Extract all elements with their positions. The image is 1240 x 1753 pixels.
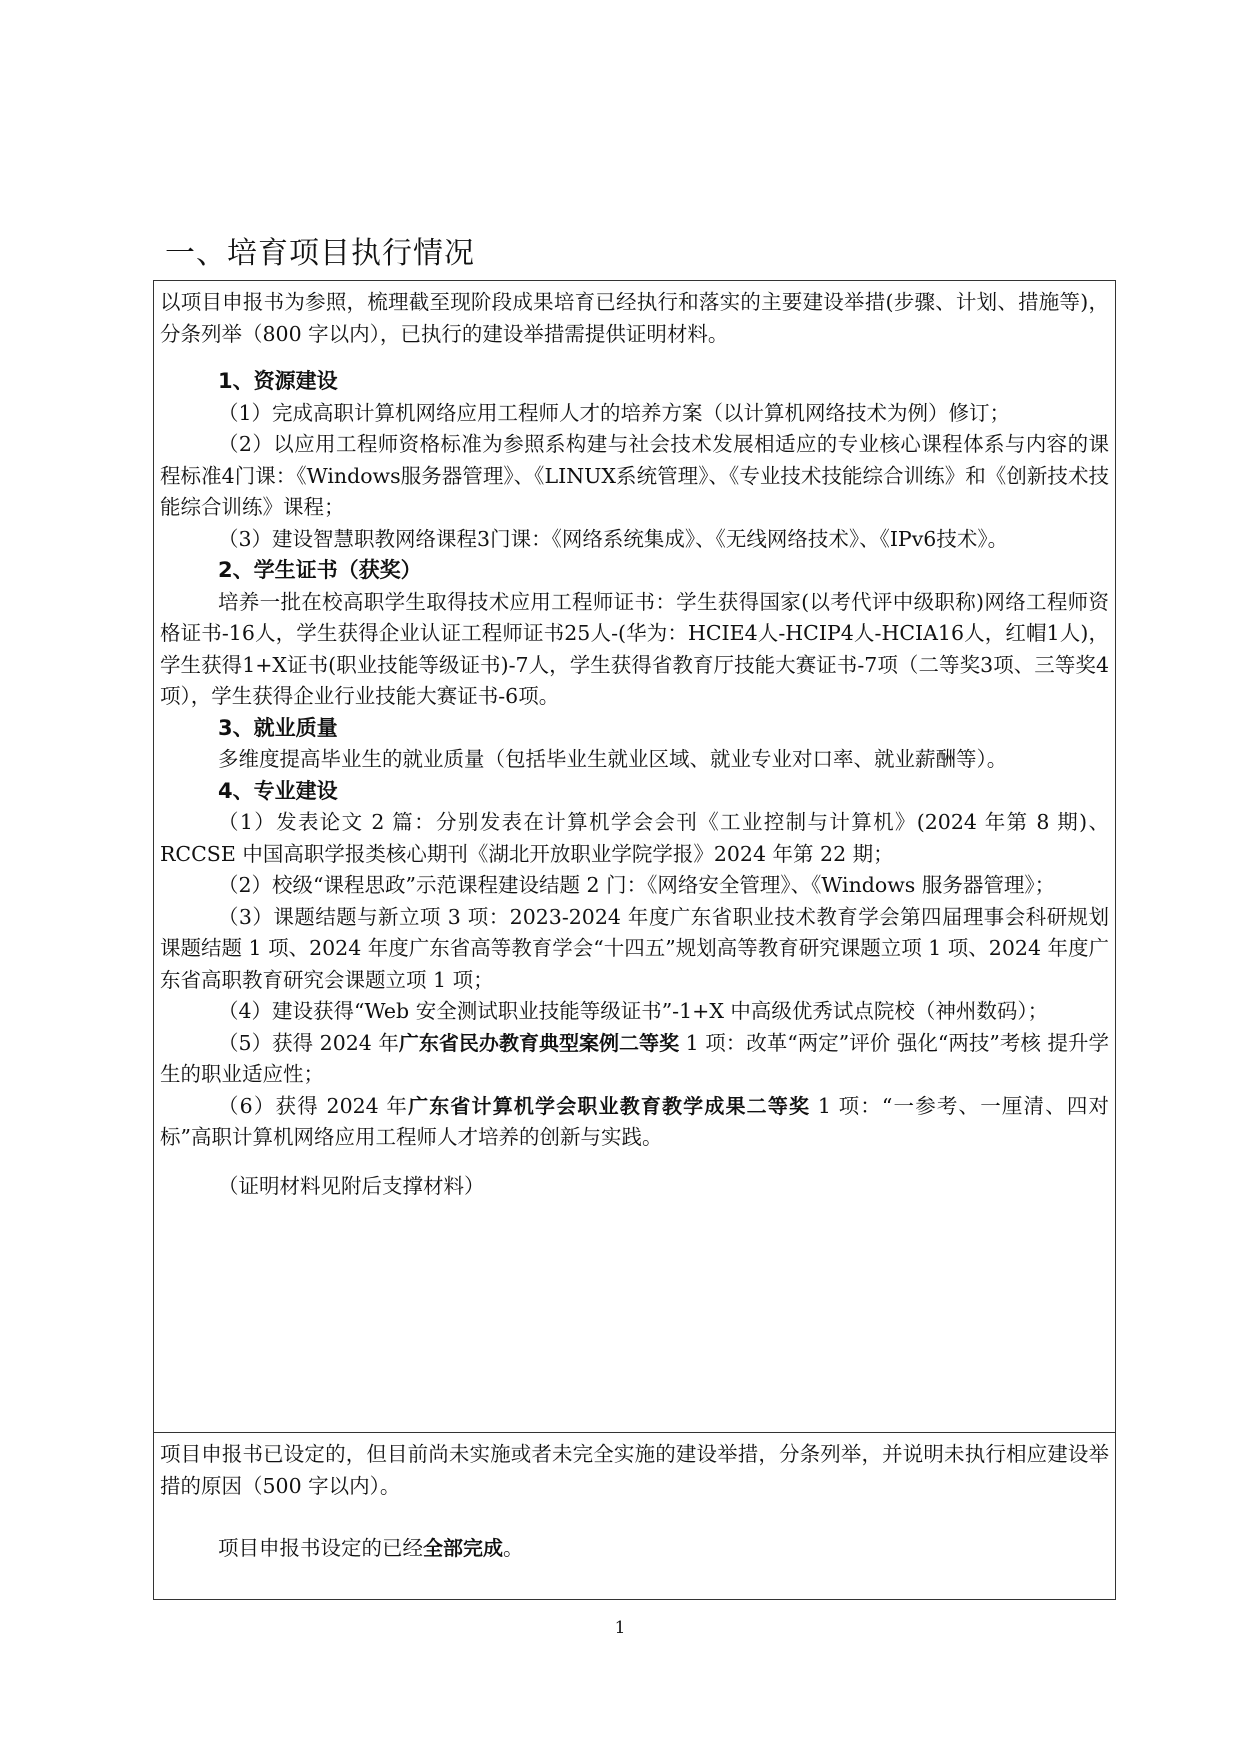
text-run: 项目申报书设定的已经 (218, 1536, 423, 1560)
paragraph: （1）完成高职计算机网络应用工程师人才的培养方案（以计算机网络技术为例）修订； (218, 400, 1011, 425)
executed-measures-content (160, 366, 1109, 1202)
heading-resource-construction: 1、资源建设 (218, 369, 338, 393)
page-title: 一、培育项目执行情况 (165, 236, 475, 271)
text-run: 。 (503, 1536, 524, 1560)
paragraph: （1）发表论文 2 篇：分别发表在计算机学会会刊《工业控制与计算机》(2024 年第 8 期)、RCCSE 中国高职学报类核心期刊《湖北开放职业学院学报》2024 年第 22 期； (160, 810, 1109, 866)
paragraph: （2）以应用工程师资格标准为参照系构建与社会技术发展相适应的专业核心课程体系与内容的课程标准4门课：《Windows服务器管理》、《LINUX系统管理》、《专业技术技能综合训练》和《创新技术技能综合训练》课程； (160, 432, 1109, 519)
page-number: 1 (614, 1618, 626, 1638)
heading-major-construction: 4、专业建设 (218, 778, 338, 803)
proof-note: （证明材料见附后支撑材料） (218, 1173, 485, 1198)
heading-employment-quality: 3、就业质量 (218, 715, 338, 740)
award-name: 广东省计算机学会职业教育教学成果二等奖 (408, 1093, 811, 1118)
paragraph: （2）校级“课程思政”示范课程建设结题 2 门：《网络安全管理》、《Windows 服务器管理》； (218, 873, 1056, 897)
text-run: 1 项：“一参考、一厘清、四对标”高职计算机网络应用工程师人才培养的创新与实践。 (160, 1093, 1110, 1149)
text-run: 1 项：改革“两定”评价 强化“两技”考核 提升学生的职业适应性； (160, 1030, 1109, 1086)
award-name: 广东省民办教育典型案例二等奖 (398, 1030, 680, 1055)
unexecuted-measures-instruction: 项目申报书已设定的，但目前尚未实施或者未完全实施的建设举措，分条列举，并说明未执行相应建设举措的原因（500 字以内）。 (160, 1442, 1109, 1498)
completion-emphasis: 全部完成 (423, 1536, 503, 1560)
paragraph (160, 1091, 1109, 1154)
paragraph: （3）课题结题与新立项 3 项：2023-2024 年度广东省职业技术教育学会第四届理事会科研规划课题结题 1 项、2024 年度广东省高等教育学会“十四五”规划高等教育研究课题立项 1 项、2024 年度广东省高职教育研究会课题立项 1 项； (160, 904, 1109, 992)
paragraph: 培养一批在校高职学生取得技术应用工程师证书：学生获得国家(以考代评中级职称)网络工程师资格证书-16人，学生获得企业认证工程师证书25人-(华为：HCIE4人-HCIP4人-HCIA16人，红帽1人)，学生获得1+X证书(职业技能等级证书)-7人，学生获得省教育厅技能大赛证书-7项（二等奖3项、三等奖4项），学生获得企业行业技能大赛证书-6项。 (160, 589, 1109, 708)
executed-measures-instruction: 以项目申报书为参照，梳理截至现阶段成果培育已经执行和落实的主要建设举措(步骤、计划、措施等)，分条列举（800 字以内），已执行的建设举措需提供证明材料。 (160, 290, 1109, 346)
text-run: （6）获得 2024 年 (218, 1093, 409, 1118)
paragraph: 多维度提高毕业生的就业质量（包括毕业生就业区域、就业专业对口率、就业薪酬等）。 (218, 747, 1008, 771)
paragraph: （3）建设智慧职教网络课程3门课：《网络系统集成》、《无线网络技术》、《IPv6技术》。 (218, 526, 1009, 551)
executed-measures-cell (153, 280, 1116, 1432)
heading-student-certificates: 2、学生证书（获奖） (218, 558, 422, 582)
unexecuted-measures-cell (153, 1432, 1116, 1600)
paragraph (160, 1028, 1109, 1091)
text-run: （5）获得 2024 年 (218, 1030, 399, 1055)
completion-statement (218, 1533, 524, 1564)
paragraph: （4）建设获得“Web 安全测试职业技能等级证书”-1+X 中高级优秀试点院校（神州数码）； (218, 999, 1049, 1023)
